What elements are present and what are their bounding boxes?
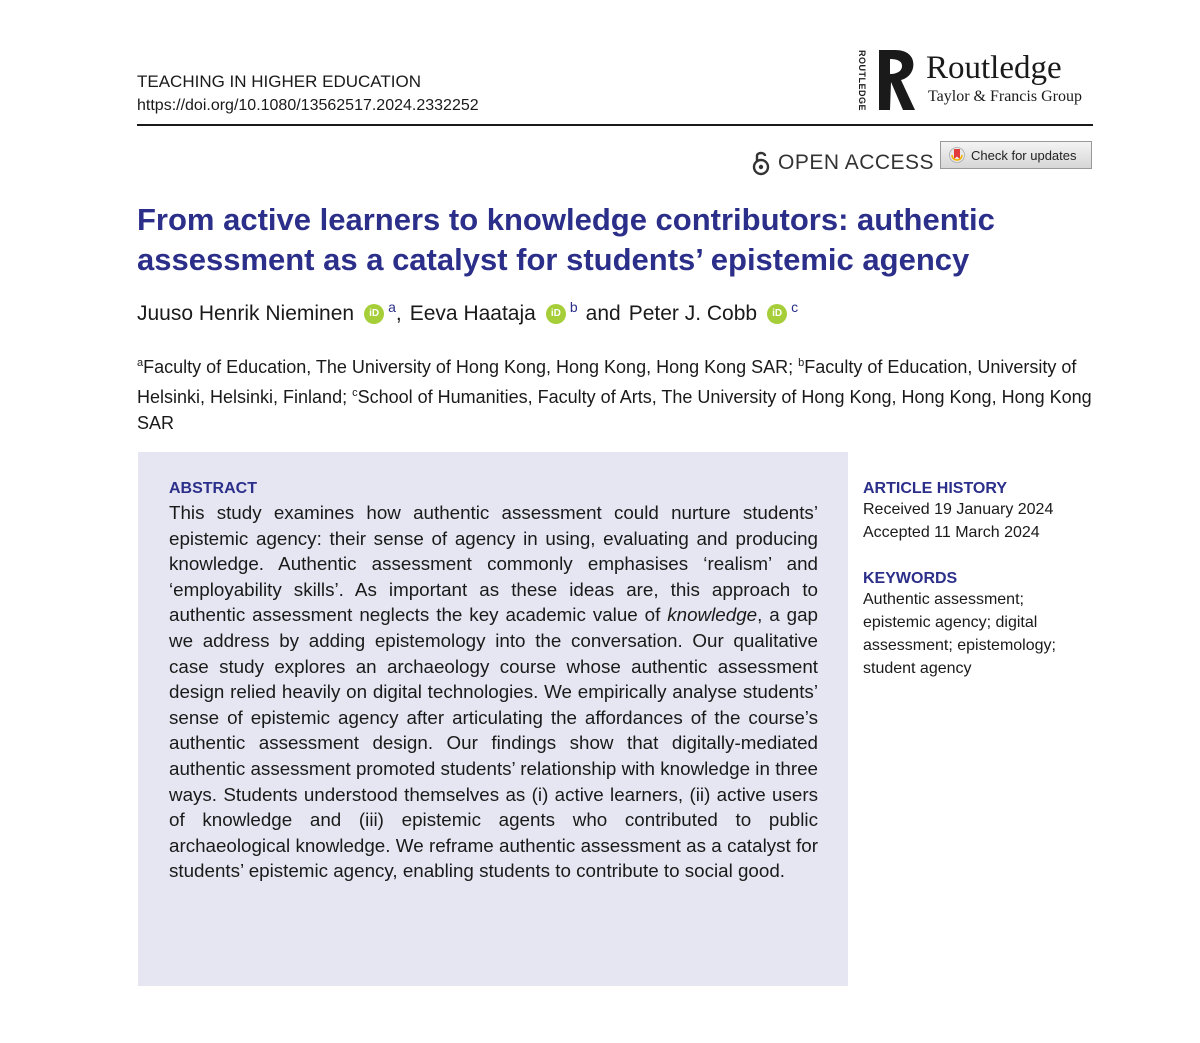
affil-mark-a: a [137,357,144,369]
author-affiliation-mark[interactable]: b [569,299,578,315]
author-affiliation-mark[interactable]: a [388,299,396,315]
received-date: Received 19 January 2024 [863,501,1054,518]
open-access-label: OPEN ACCESS [778,151,935,174]
article-history-heading: ARTICLE HISTORY [863,480,1008,497]
accepted-date: Accepted 11 March 2024 [863,524,1040,541]
check-updates-icon [949,146,965,164]
keywords [863,570,1056,680]
header-divider [137,124,1093,126]
publisher-group: Taylor & Francis Group [928,88,1082,105]
abstract-emphasis: knowledge [667,604,758,626]
orcid-icon[interactable]: iD [364,304,384,324]
author-affiliation-mark[interactable]: c [791,299,799,315]
author-separator: and [585,302,621,325]
affil-mark-b: b [798,357,805,369]
keyword-line: epistemic agency; digital [863,614,1038,631]
article-title [137,200,1097,280]
affiliations [137,350,1097,436]
author-name[interactable]: Eeva Haataja [409,302,536,325]
author-separator: , [395,302,402,325]
open-lock-icon [752,150,770,176]
orcid-icon[interactable]: iD [767,304,787,324]
title-line-2: assessment as a catalyst for students’ epistemic agency [137,242,970,277]
affil-mark-c: c [352,387,358,399]
publisher-vertical-label: ROUTLEDGE [857,50,867,112]
author-name[interactable]: Peter J. Cobb [628,302,758,325]
article-history [863,480,1053,544]
journal-name: TEACHING IN HIGHER EDUCATION [137,72,421,91]
keyword-line: Authentic assessment; [863,591,1024,608]
affil-a: Faculty of Education, The University of Hong Kong, Hong Kong, Hong Kong SAR; [143,357,799,377]
publisher-logo[interactable] [858,48,1098,114]
journal-header [137,70,479,118]
keyword-line: student agency [863,660,972,677]
abstract-heading: ABSTRACT [169,480,257,497]
keyword-line: assessment; epistemology; [863,637,1056,654]
affil-b: Faculty of Education, University of Helsinki, Helsinki, Finland; [137,357,1077,407]
abstract-text: This study examines how authentic assessment could nurture students’ epistemic agency: their sense of agency in using, evaluating and producing knowledge. Authentic assessment commonly emphasises ‘realism’ and ‘employability skills’. As important as these ideas are, this approach to authentic assessment neglects the key academic value of knowledge, a gap we address by adding epistemology into the conversation. Our qualitative case study explores an archaeology course whose authentic assessment design relied heavily on digital technologies. We empirically analyse students’ sense of epistemic agency after articulating the affordances of the course’s authentic assessment design. Our findings show that digitally-mediated authentic assessment promoted students’ relationship with knowledge in three ways. Students understood themselves as (i) active learners, (ii) active users of knowledge and (iii) epistemic agents who contributed to public archaeological knowledge. We reframe authentic assessment as a catalyst for students’ epistemic agency, enabling students to contribute to social good. [169,502,818,882]
title-line-1: From active learners to knowledge contributors: authentic [137,202,995,237]
keywords-heading: KEYWORDS [863,570,958,587]
orcid-icon[interactable]: iD [546,304,566,324]
affil-c: School of Humanities, Faculty of Arts, The University of Hong Kong, Hong Kong, Hong Kong SAR [137,387,1092,433]
author-name[interactable]: Juuso Henrik Nieminen [137,302,355,325]
publisher-name: Routledge [926,50,1062,86]
author-list [137,299,806,326]
routledge-head-icon [875,48,921,112]
check-updates-label: Check for updates [971,147,1077,163]
doi-link[interactable]: https://doi.org/10.1080/13562517.2024.2332252 [137,97,479,114]
open-access-badge [752,148,934,178]
check-for-updates-button[interactable] [940,141,1092,169]
